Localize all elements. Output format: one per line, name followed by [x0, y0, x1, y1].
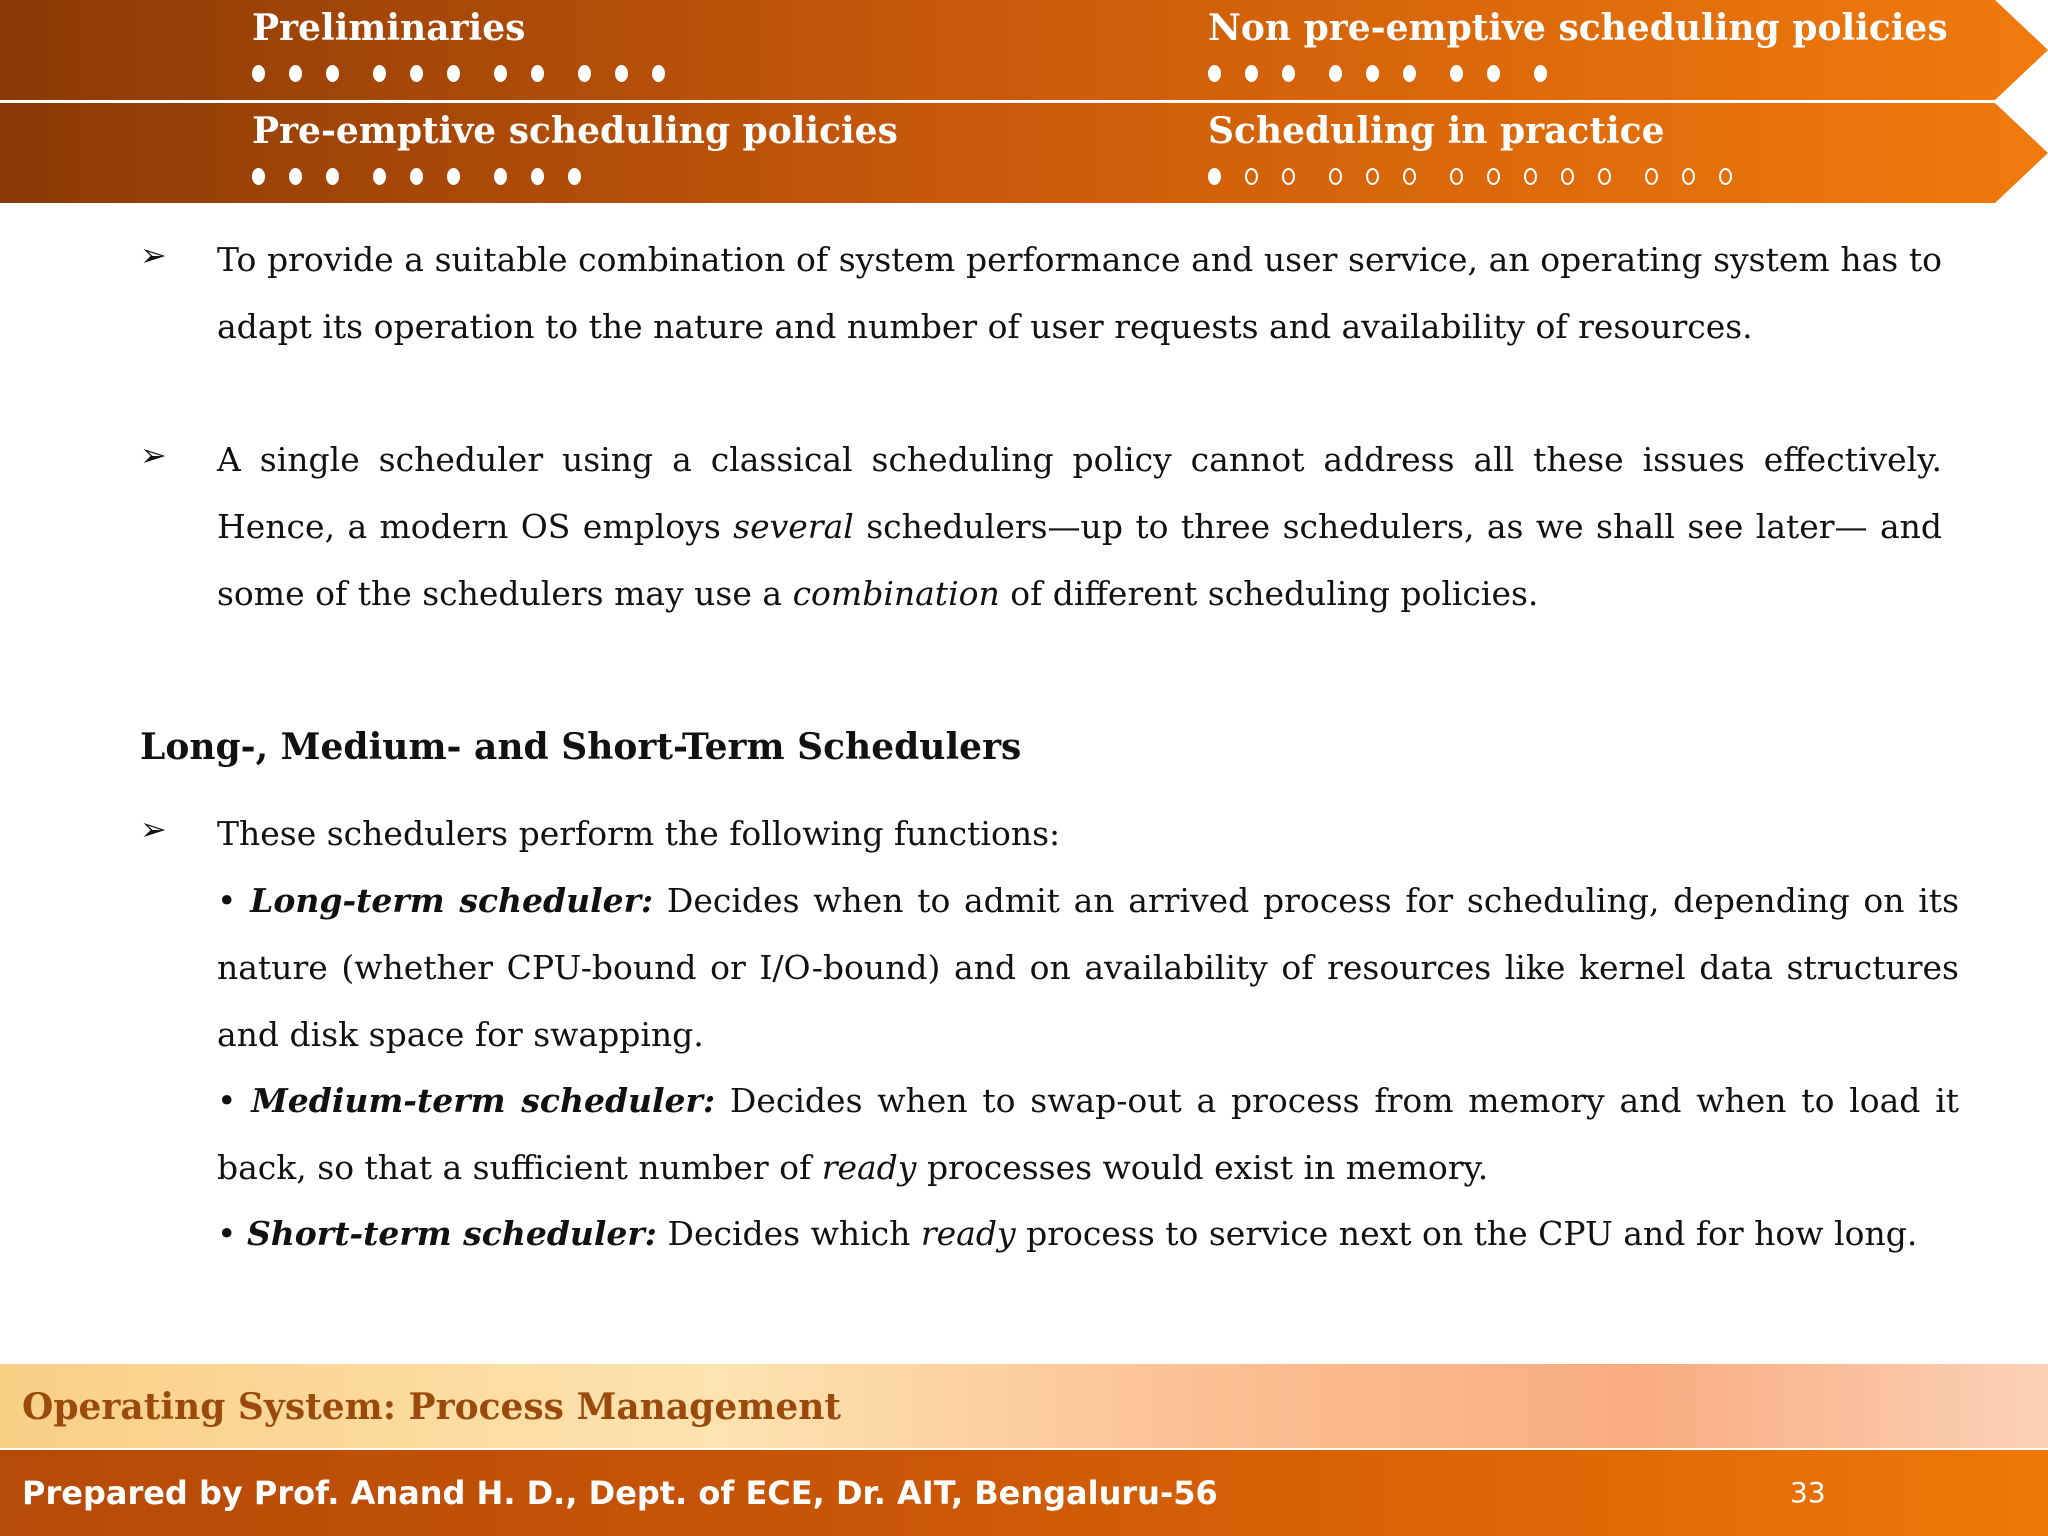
nav-dot-visited[interactable] — [531, 168, 544, 185]
nav-dot-visited[interactable] — [373, 65, 386, 82]
nav-dot-visited[interactable] — [1487, 65, 1500, 82]
nav-dot-visited[interactable] — [447, 168, 460, 185]
nav-dot-visited[interactable] — [494, 65, 507, 82]
term-long-term: Long-term scheduler: — [250, 881, 654, 920]
nav-dot-upcoming[interactable] — [1329, 168, 1342, 185]
text-span: Decides when to swap-out a process from memory and when to load it back, so that a sufficient number of — [217, 1081, 1960, 1187]
nav-dot-visited[interactable] — [652, 65, 665, 82]
nav-dot-visited[interactable] — [326, 168, 339, 185]
bullet-dot-icon: • — [217, 881, 237, 920]
nav-item-scheduling-in-practice[interactable] — [1208, 110, 1756, 185]
footer-title-bar — [0, 1364, 2048, 1448]
scheduler-long-term — [217, 867, 1959, 1068]
text-span: processes would exist in memory. — [916, 1148, 1489, 1187]
nav-dot-visited[interactable] — [326, 65, 339, 82]
nav-dot-visited[interactable] — [1366, 65, 1379, 82]
nav-dot-visited[interactable] — [1208, 168, 1221, 185]
nav-dot-upcoming[interactable] — [1524, 168, 1537, 185]
scheduler-medium-term — [217, 1067, 1959, 1201]
nav-dot-visited[interactable] — [494, 168, 507, 185]
nav-dot-visited[interactable] — [578, 65, 591, 82]
emphasis-ready: ready — [821, 1148, 917, 1187]
emphasis-combination: combination — [792, 574, 1000, 613]
nav-title: Scheduling in practice — [1208, 110, 1665, 152]
intro-paragraph-1: To provide a suitable combination of system performance and user service, an operating system has to adapt its operation to the nature and number of user requests and availability of resources. — [217, 240, 1942, 346]
nav-title: Pre-emptive scheduling policies — [252, 110, 898, 152]
text-span: A single scheduler using a classical scheduling policy cannot address all these issues effectively. Hence, a modern OS employs — [217, 440, 1942, 546]
nav-item-preliminaries[interactable] — [252, 7, 689, 82]
nav-dot-visited[interactable] — [252, 168, 265, 185]
text-span: schedulers—up to three schedulers, as we shall see later— and some of the schedulers may use a — [217, 507, 1942, 613]
nav-title: Preliminaries — [252, 7, 526, 49]
nav-dot-upcoming[interactable] — [1561, 168, 1574, 185]
emphasis-several: several — [733, 507, 854, 546]
nav-progress-dots — [1208, 64, 1948, 82]
footer-title: Operating System: Process Management — [22, 1386, 842, 1428]
header-band-bottom — [0, 103, 2048, 203]
text-span: Decides which — [657, 1214, 921, 1253]
footer-credit: Prepared by Prof. Anand H. D., Dept. of ECE, Dr. AIT, Bengaluru-56 — [22, 1474, 1218, 1512]
nav-dot-visited[interactable] — [1282, 65, 1295, 82]
nav-dot-visited[interactable] — [289, 168, 302, 185]
nav-title: Non pre-emptive scheduling policies — [1208, 7, 1948, 49]
bullet-dot-icon: • — [217, 1214, 237, 1253]
nav-dot-upcoming[interactable] — [1719, 168, 1732, 185]
footer-credit-bar — [0, 1450, 2048, 1536]
nav-progress-dots — [252, 167, 898, 185]
nav-item-preemptive[interactable] — [252, 110, 898, 185]
nav-dot-upcoming[interactable] — [1403, 168, 1416, 185]
functions-intro: These schedulers perform the following functions: — [217, 814, 1061, 853]
nav-dot-upcoming[interactable] — [1487, 168, 1500, 185]
nav-dot-visited[interactable] — [289, 65, 302, 82]
text-span: Decides when to admit an arrived process for scheduling, depending on its nature (whether CPU-bound or I/O-bound) and on availability of resources like kernel data structures and disk space for swapping. — [217, 881, 1960, 1054]
section-heading: Long-, Medium- and Short-Term Schedulers — [140, 726, 1022, 768]
nav-dot-visited[interactable] — [373, 168, 386, 185]
emphasis-ready: ready — [920, 1214, 1016, 1253]
nav-dot-visited[interactable] — [252, 65, 265, 82]
nav-dot-visited[interactable] — [1534, 65, 1547, 82]
nav-dot-visited[interactable] — [1329, 65, 1342, 82]
nav-dot-visited[interactable] — [1208, 65, 1221, 82]
page-number: 33 — [1790, 1476, 1826, 1509]
nav-progress-dots — [252, 64, 689, 82]
term-short-term: Short-term scheduler: — [246, 1214, 657, 1253]
nav-item-non-preemptive[interactable] — [1208, 7, 1948, 82]
nav-dot-upcoming[interactable] — [1645, 168, 1658, 185]
term-medium-term: Medium-term scheduler: — [251, 1081, 716, 1120]
nav-dot-visited[interactable] — [1403, 65, 1416, 82]
scheduler-short-term — [217, 1200, 1959, 1267]
nav-dot-upcoming[interactable] — [1598, 168, 1611, 185]
bullet-arrow-icon: ➢ — [140, 236, 167, 274]
nav-dot-upcoming[interactable] — [1450, 168, 1463, 185]
nav-dot-visited[interactable] — [1245, 65, 1258, 82]
nav-dot-visited[interactable] — [568, 168, 581, 185]
nav-dot-visited[interactable] — [410, 65, 423, 82]
nav-dot-visited[interactable] — [410, 168, 423, 185]
text-span: process to service next on the CPU and for how long. — [1015, 1214, 1918, 1253]
nav-dot-visited[interactable] — [1450, 65, 1463, 82]
header-band-top — [0, 0, 2048, 100]
bullet-arrow-icon: ➢ — [140, 436, 167, 474]
bullet-dot-icon: • — [217, 1081, 237, 1120]
text-span: of different scheduling policies. — [999, 574, 1539, 613]
nav-dot-visited[interactable] — [447, 65, 460, 82]
bullet-arrow-icon: ➢ — [140, 810, 167, 848]
nav-dot-upcoming[interactable] — [1245, 168, 1258, 185]
nav-dot-upcoming[interactable] — [1682, 168, 1695, 185]
nav-dot-visited[interactable] — [615, 65, 628, 82]
nav-dot-visited[interactable] — [531, 65, 544, 82]
nav-progress-dots — [1208, 167, 1756, 185]
intro-paragraph-2 — [217, 426, 1942, 627]
nav-dot-upcoming[interactable] — [1282, 168, 1295, 185]
nav-dot-upcoming[interactable] — [1366, 168, 1379, 185]
